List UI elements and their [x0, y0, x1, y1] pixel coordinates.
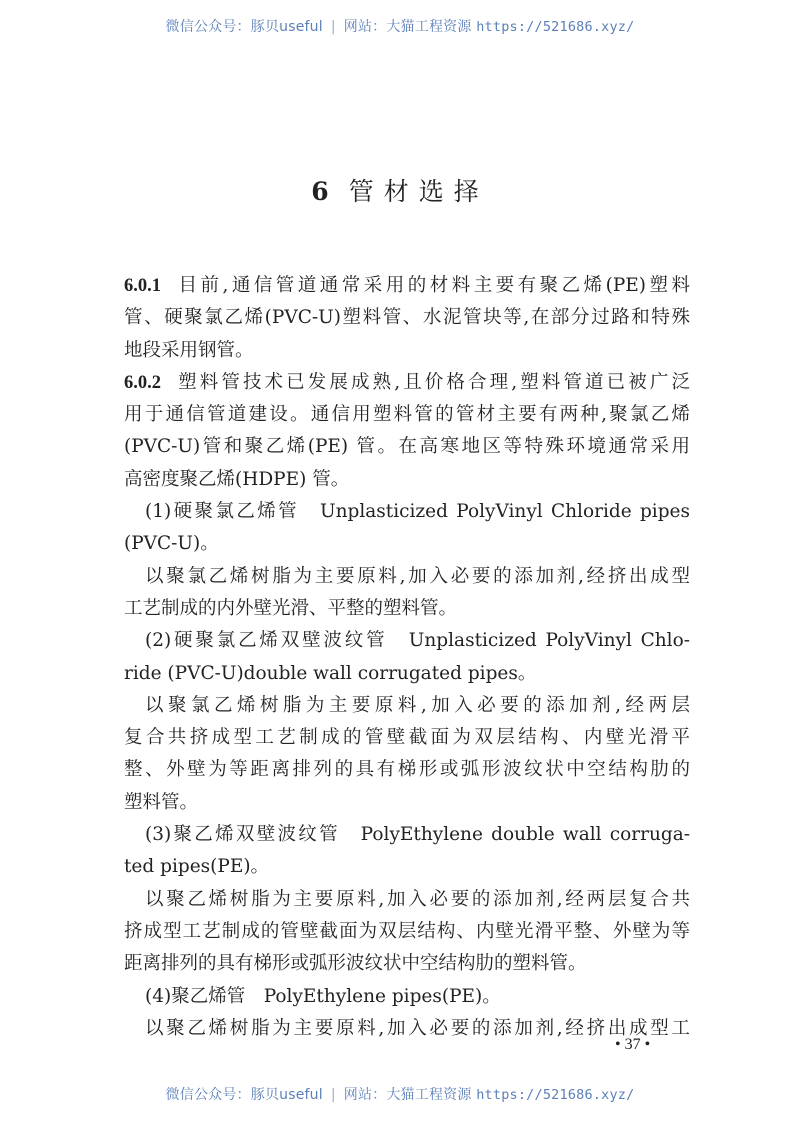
line-text: (PVC-U)。 [124, 533, 219, 555]
watermark-url[interactable]: https://521686.xyz/ [476, 19, 635, 35]
watermark-separator: | [330, 1087, 336, 1103]
line-text: 以聚氯乙烯树脂为主要原料,加入必要的添加剂,经挤出成型 [145, 565, 690, 587]
text-line [124, 916, 690, 948]
line-text: 以聚乙烯树脂为主要原料,加入必要的添加剂,经挤出成型工 [145, 1017, 690, 1039]
text-line [124, 981, 690, 1013]
line-text: 复合共挤成型工艺制成的管壁截面为双层结构、内壁光滑平 [124, 727, 690, 749]
watermark-wechat: 微信公众号：豚贝useful [165, 19, 323, 35]
clause-number: 6.0.1 [124, 276, 161, 296]
text-line [124, 625, 690, 657]
line-text: 用于通信管道建设。通信用塑料管的管材主要有两种,聚氯乙烯 [124, 404, 690, 426]
line-text: 高密度聚乙烯(HDPE) 管。 [124, 468, 350, 490]
line-text: (3)聚乙烯双壁波纹管 PolyEthylene double wall corruga- [145, 824, 690, 846]
line-text: 以聚氯乙烯树脂为主要原料,加入必要的添加剂,经两层 [145, 694, 690, 716]
text-line [124, 722, 690, 754]
text-line [124, 754, 690, 786]
line-text: (PVC-U)管和聚乙烯(PE) 管。在高寒地区等特殊环境通常采用 [124, 436, 690, 458]
line-text: ride (PVC-U)double wall corrugated pipes。 [124, 662, 537, 684]
text-line [124, 335, 690, 367]
watermark-separator: | [330, 19, 336, 35]
text-line [124, 270, 690, 302]
text-line [124, 464, 690, 496]
text-line [124, 367, 690, 399]
text-line [124, 658, 690, 690]
body-text [124, 270, 690, 1045]
text-line [124, 851, 690, 883]
watermark-wechat: 微信公众号：豚贝useful [165, 1087, 323, 1103]
text-line [124, 561, 690, 593]
text-line [124, 496, 690, 528]
text-line [124, 399, 690, 431]
line-text: (1)硬聚氯乙烯管 Unplasticized PolyVinyl Chloride pipes [145, 501, 690, 523]
watermark-footer [0, 1084, 800, 1104]
line-text: 挤成型工艺制成的管壁截面为双层结构、内壁光滑平整、外壁为等 [124, 920, 690, 942]
text-line [124, 884, 690, 916]
text-line [124, 431, 690, 463]
line-text: 以聚乙烯树脂为主要原料,加入必要的添加剂,经两层复合共 [145, 888, 690, 910]
watermark-site: 网站：大猫工程资源 [343, 19, 472, 35]
line-text: 塑料管。 [124, 791, 199, 813]
page-number: • 37 • [615, 1036, 651, 1053]
chapter-number: 6 [311, 177, 339, 206]
line-text: 工艺制成的内外壁光滑、平整的塑料管。 [124, 597, 458, 619]
text-line [124, 787, 690, 819]
text-line [124, 690, 690, 722]
text-line [124, 948, 690, 980]
line-text: (2)硬聚氯乙烯双壁波纹管 Unplasticized PolyVinyl Chlo- [145, 630, 690, 652]
text-line [124, 593, 690, 625]
text-line [124, 528, 690, 560]
line-text: 距离排列的具有梯形或弧形波纹状中空结构肋的塑料管。 [124, 953, 587, 975]
clause-number: 6.0.2 [124, 372, 161, 393]
text-line [124, 302, 690, 334]
chapter-title-text: 管材选择 [348, 177, 489, 206]
text-line [124, 819, 690, 851]
chapter-title [0, 172, 800, 208]
line-text: ted pipes(PE)。 [124, 856, 270, 878]
line-text: 塑料管技术已发展成熟,且价格合理,塑料管道已被广泛 [175, 371, 690, 393]
line-text: 地段采用钢管。 [124, 339, 254, 361]
watermark-header [0, 16, 800, 36]
text-line [124, 1013, 690, 1045]
line-text: (4)聚乙烯管 PolyEthylene pipes(PE)。 [145, 985, 501, 1007]
line-text: 整、外壁为等距离排列的具有梯形或弧形波纹状中空结构肋的 [124, 759, 690, 781]
line-text: 目前,通信管道通常采用的材料主要有聚乙烯(PE)塑料 [175, 275, 690, 296]
watermark-site: 网站：大猫工程资源 [343, 1087, 472, 1103]
watermark-url[interactable]: https://521686.xyz/ [476, 1087, 635, 1103]
line-text: 管、硬聚氯乙烯(PVC-U)塑料管、水泥管块等,在部分过路和特殊 [124, 307, 690, 329]
